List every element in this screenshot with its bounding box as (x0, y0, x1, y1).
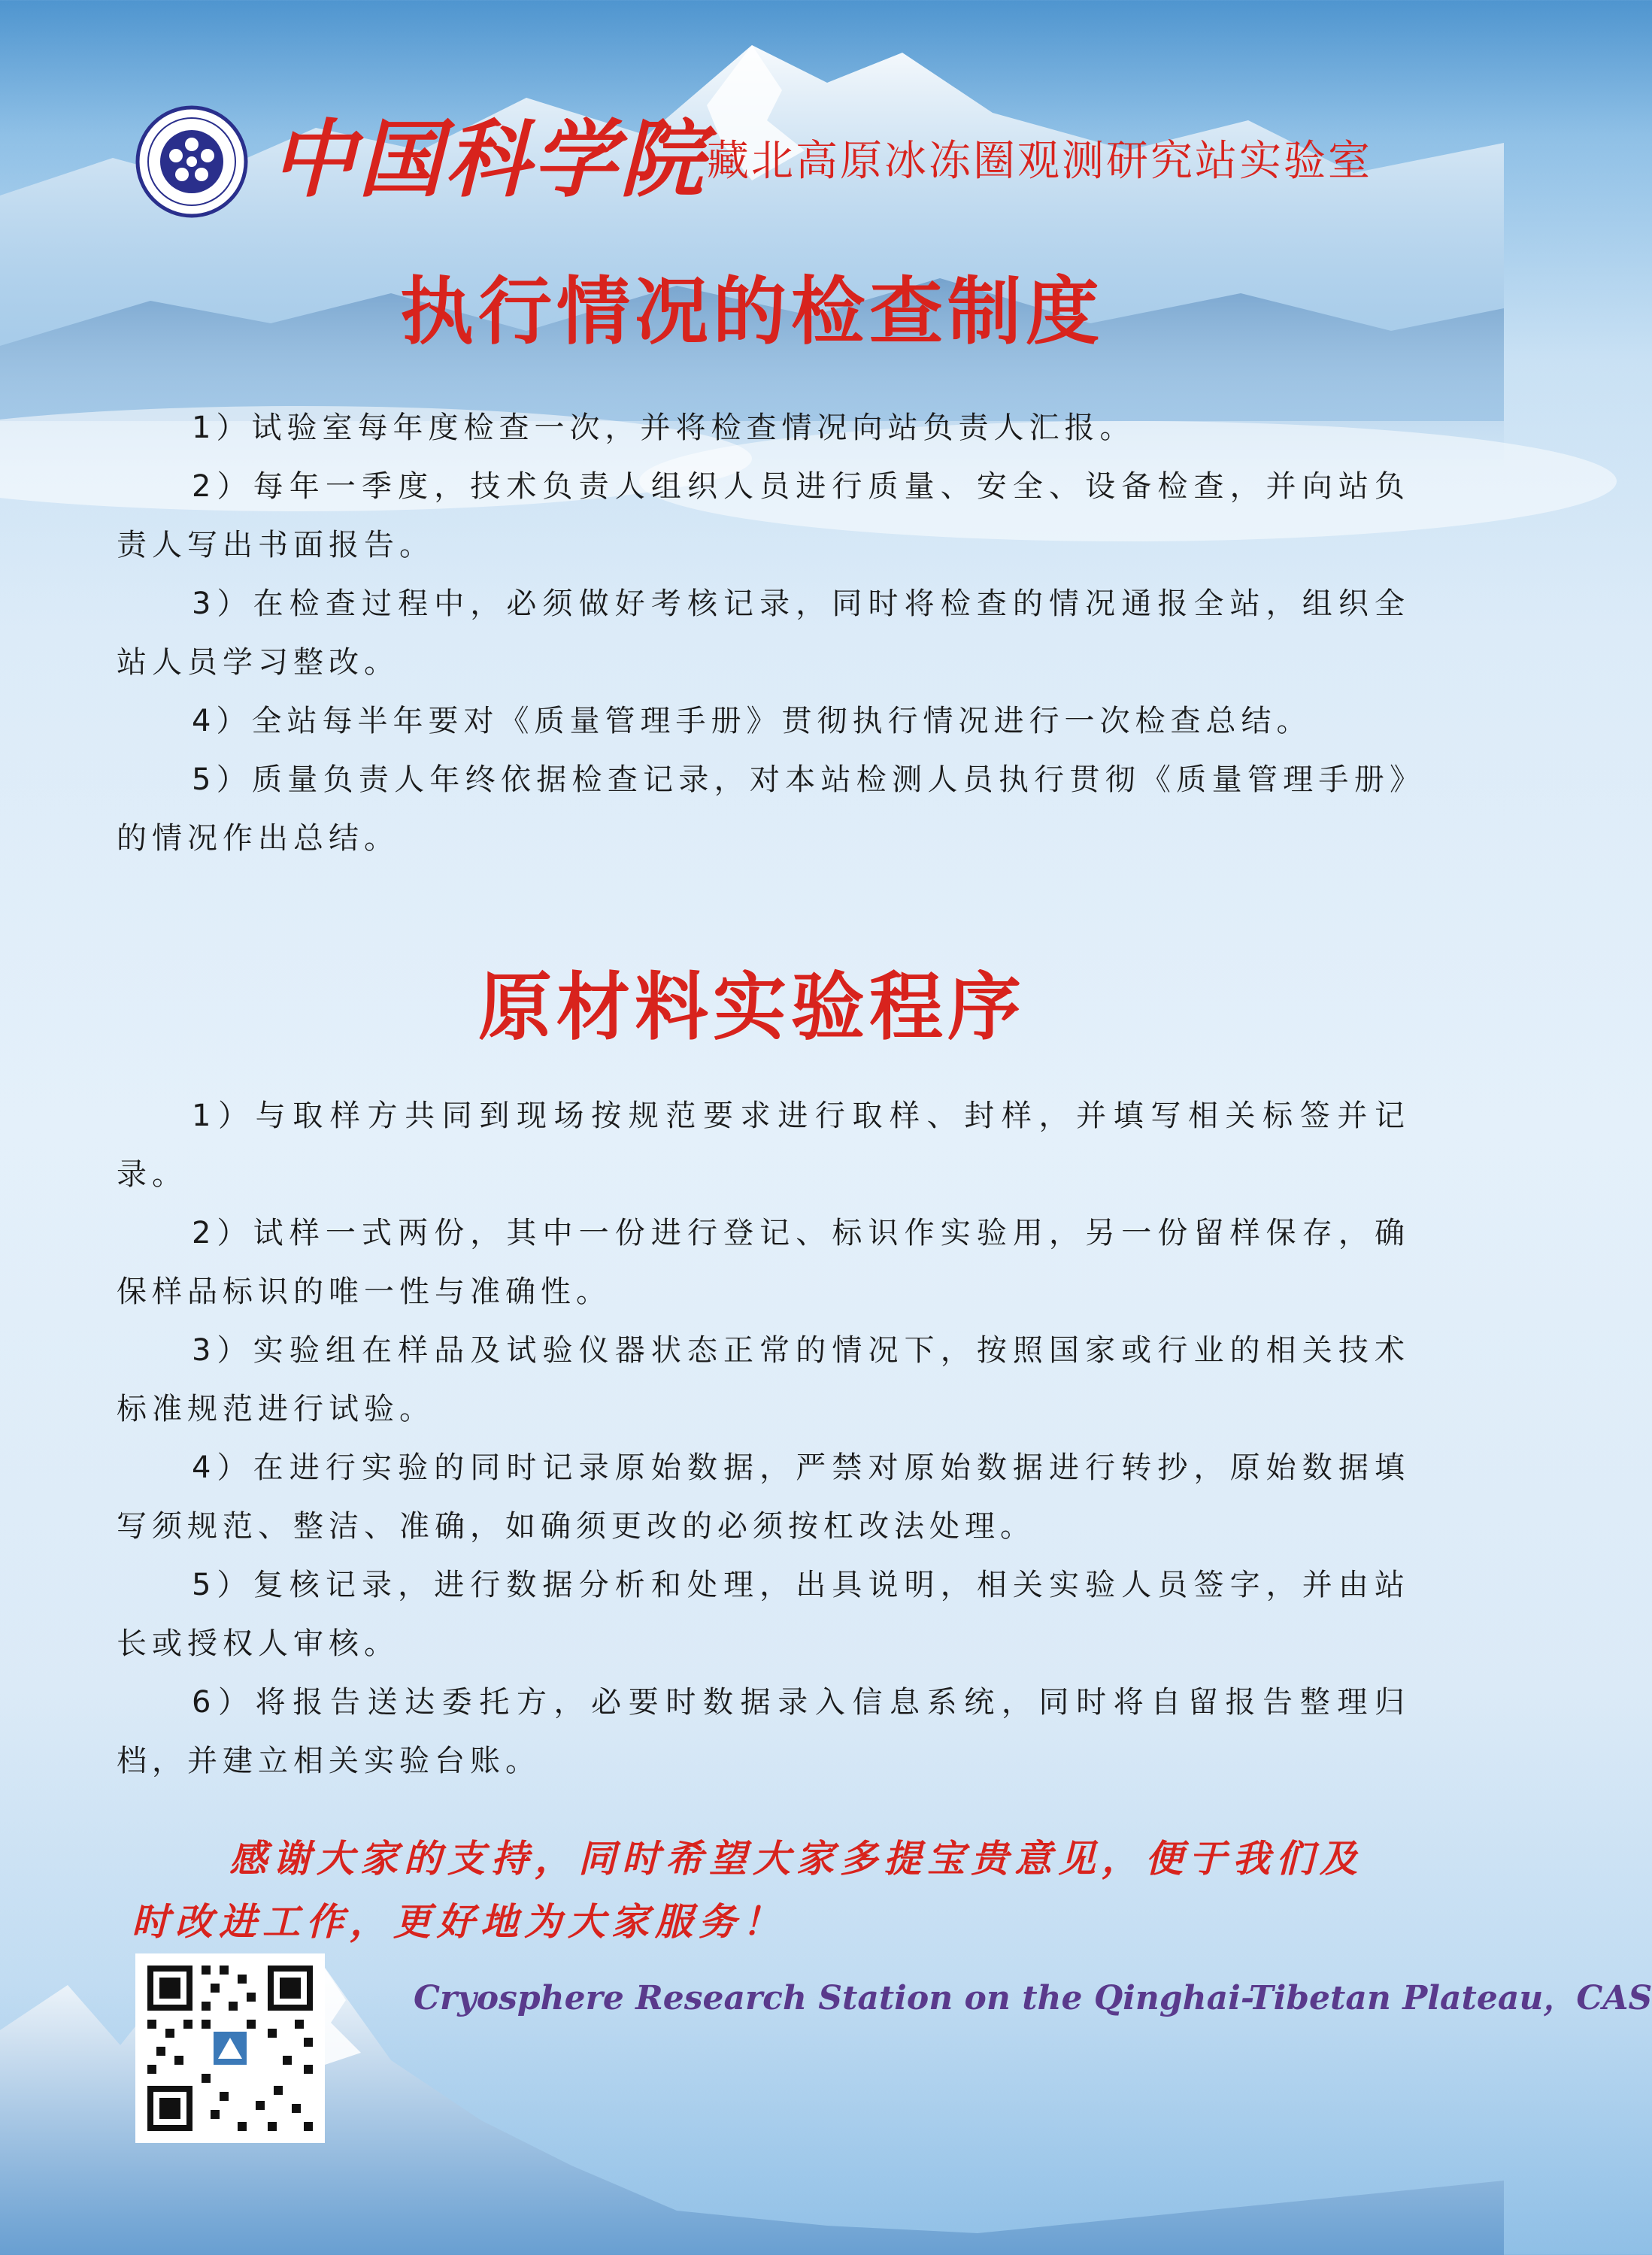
qr-code-icon (135, 1953, 325, 2143)
institution-name: 中国科学院 (271, 111, 707, 209)
section1-paragraph: 2）每年一季度，技术负责人组织人员进行质量、安全、设备检查，并向站负责人写出书面报告。 (117, 469, 1410, 562)
section1-paragraph: 1）试验室每年度检查一次，并将检查情况向站负责人汇报。 (192, 411, 1135, 445)
section1-title: 执行情况的检查制度 (399, 269, 1104, 355)
section1-paragraph: 5）质量负责人年终依据检查记录，对本站检测人员执行贯彻《质量管理手册》的情况作出总结。 (117, 762, 1410, 856)
closing-line: 时改进工作，更好地为大家服务！ (132, 1899, 786, 1944)
section1-body (117, 399, 1410, 868)
section2-paragraph: 5）复核记录，进行数据分析和处理，出具说明，相关实验人员签字，并由站长或授权人审核。 (117, 1568, 1410, 1661)
header (135, 105, 1429, 218)
section2-paragraph: 6）将报告送达委托方，必要时数据录入信息系统，同时将自留报告整理归档，并建立相关实验台账。 (117, 1685, 1410, 1778)
closing-line: 感谢大家的支持，同时希望大家多提宝贵意见，便于我们及 (229, 1836, 1363, 1881)
section2-title: 原材料实验程序 (477, 965, 1026, 1050)
section2-paragraph: 1）与取样方共同到现场按规范要求进行取样、封样，并填写相关标签并记录。 (117, 1099, 1410, 1192)
closing-message (132, 1827, 1410, 1953)
section1-paragraph: 4）全站每半年要对《质量管理手册》贯彻执行情况进行一次检查总结。 (192, 704, 1312, 738)
station-name: 藏北高原冰冻圈观测研究站实验室 (707, 137, 1372, 186)
section2-paragraph: 2）试样一式两份，其中一份进行登记、标识作实验用，另一份留样保存，确保样品标识的唯一性与准确性。 (117, 1216, 1410, 1309)
section1-paragraph: 3）在检查过程中，必须做好考核记录，同时将检查的情况通报全站，组织全站人员学习整改。 (117, 586, 1410, 680)
section2-paragraph: 3）实验组在样品及试验仪器状态正常的情况下，按照国家或行业的相关技术标准规范进行试验。 (117, 1333, 1410, 1426)
section2-body (117, 1087, 1410, 1790)
cas-emblem-icon (135, 105, 248, 218)
english-station-name: Cryosphere Research Station on the Qinghai-Tibetan Plateau，CAS (414, 1979, 1652, 2017)
section2-paragraph: 4）在进行实验的同时记录原始数据，严禁对原始数据进行转抄，原始数据填写须规范、整洁、准确，如确须更改的必须按杠改法处理。 (117, 1450, 1410, 1544)
